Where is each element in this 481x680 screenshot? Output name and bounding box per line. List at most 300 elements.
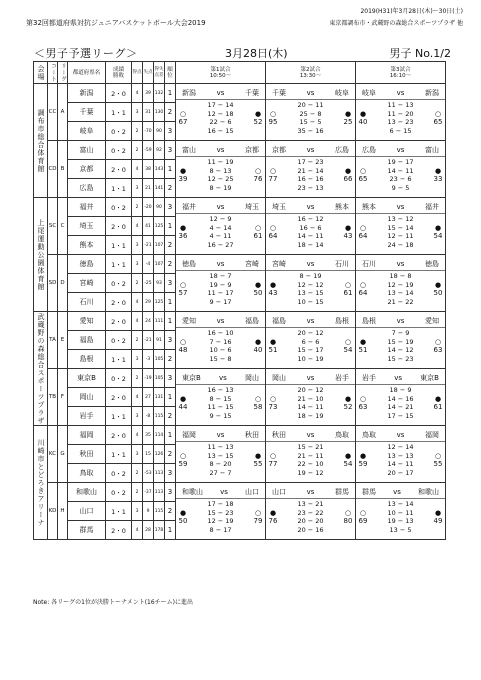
vs-label: vs bbox=[306, 89, 315, 97]
away-result-mark: ○ bbox=[254, 395, 262, 403]
quarter-score: 9 − 17 bbox=[209, 297, 232, 306]
game-cell bbox=[266, 426, 356, 483]
team-record: 2・0 bbox=[106, 217, 132, 236]
quarter-score: 20 − 17 bbox=[387, 468, 414, 477]
table-row bbox=[34, 255, 446, 274]
team-name: 島根 bbox=[68, 350, 106, 369]
quarter-score: 6 − 6 bbox=[301, 337, 320, 346]
quarter-score: 17 − 15 bbox=[387, 411, 414, 420]
team-points: 2 bbox=[132, 141, 143, 160]
away-score: 55 bbox=[433, 460, 443, 468]
quarter-score: 22 − 6 bbox=[209, 118, 232, 126]
matchup bbox=[266, 88, 355, 100]
team-points-against: 143 bbox=[154, 160, 165, 179]
vs-label: vs bbox=[306, 431, 315, 439]
away-team: 徳島 bbox=[424, 260, 439, 268]
quarter-score: 9 − 5 bbox=[391, 183, 410, 192]
team-rank: 3 bbox=[165, 369, 176, 388]
quarter-score: 12 − 9 bbox=[209, 215, 232, 223]
quarter-score: 11 − 20 bbox=[387, 109, 414, 118]
team-name: 福島 bbox=[68, 331, 106, 350]
col-wl: 成績 勝敗 bbox=[106, 62, 132, 84]
quarter-score: 19 − 17 bbox=[387, 158, 414, 166]
venue-cell: 調布市総合体育館 bbox=[34, 84, 48, 198]
team-name: 京都 bbox=[68, 160, 106, 179]
game-cell bbox=[176, 426, 266, 483]
court-cell: KD bbox=[48, 483, 58, 540]
quarter-score: 18 − 8 bbox=[389, 272, 412, 280]
quarter-score: 12 − 11 bbox=[387, 232, 414, 240]
quarter-score: 12 − 19 bbox=[387, 280, 414, 289]
game-cell bbox=[266, 483, 356, 540]
away-result-mark: ○ bbox=[434, 110, 442, 118]
matchup bbox=[266, 145, 355, 157]
away-team: 群馬 bbox=[334, 488, 349, 496]
away-result-mark: ● bbox=[434, 281, 442, 289]
vs-label: vs bbox=[306, 203, 315, 211]
quarter-score: 11 − 13 bbox=[207, 443, 234, 451]
quarter-score: 18 − 9 bbox=[389, 386, 412, 394]
team-record: 2・0 bbox=[106, 521, 132, 540]
matchup bbox=[266, 202, 355, 214]
team-name: 富山 bbox=[68, 141, 106, 160]
col-goal-diff: 得失点差 bbox=[154, 62, 165, 84]
game-cell bbox=[266, 255, 356, 312]
court-cell: KC bbox=[48, 426, 58, 483]
vs-label: vs bbox=[216, 260, 225, 268]
quarter-score: 18 − 14 bbox=[297, 240, 324, 249]
quarter-score: 8 − 19 bbox=[209, 183, 232, 192]
away-team: 埼玉 bbox=[244, 203, 259, 211]
team-rank: 2 bbox=[165, 103, 176, 122]
team-rank: 2 bbox=[165, 445, 176, 464]
away-result-mark: ○ bbox=[434, 338, 442, 346]
vs-label: vs bbox=[396, 260, 405, 268]
away-result-mark: ○ bbox=[434, 452, 442, 460]
game-cell bbox=[176, 198, 266, 255]
away-result-mark: ○ bbox=[254, 509, 262, 517]
game-cell bbox=[356, 426, 446, 483]
team-points-against: 90 bbox=[154, 198, 165, 217]
court-cell: SD bbox=[48, 255, 58, 312]
table-row bbox=[34, 483, 446, 502]
quarter-score: 23 − 22 bbox=[297, 508, 324, 517]
col-game3: 第3試合 16:10〜 bbox=[356, 62, 446, 84]
game-cell bbox=[266, 369, 356, 426]
team-rank: 3 bbox=[165, 141, 176, 160]
home-team: 福岡 bbox=[182, 431, 196, 439]
league-cell: C bbox=[58, 198, 68, 255]
team-rank: 3 bbox=[165, 274, 176, 293]
team-points-for: -19 bbox=[143, 369, 154, 388]
team-points: 2 bbox=[132, 464, 143, 483]
team-points-against: 90 bbox=[154, 122, 165, 141]
vs-label: vs bbox=[306, 260, 315, 268]
team-name: 石川 bbox=[68, 293, 106, 312]
away-team: 鳥取 bbox=[334, 431, 349, 439]
section-title: ＜男子予選リーグ＞ bbox=[34, 47, 138, 60]
home-team: 秋田 bbox=[272, 431, 286, 439]
matchup bbox=[176, 88, 265, 100]
home-score: 36 bbox=[178, 232, 188, 240]
team-points-for: -37 bbox=[143, 483, 154, 502]
away-team: 愛知 bbox=[424, 317, 439, 325]
team-rank: 1 bbox=[165, 426, 176, 445]
game-cell bbox=[266, 312, 356, 369]
quarter-score: 14 − 11 bbox=[387, 166, 414, 175]
quarter-score: 14 − 21 bbox=[387, 403, 414, 411]
quarter-score: 25 − 8 bbox=[299, 109, 322, 118]
team-rank: 3 bbox=[165, 198, 176, 217]
team-name: 群馬 bbox=[68, 521, 106, 540]
team-rank: 2 bbox=[165, 236, 176, 255]
table-row bbox=[34, 312, 446, 331]
quarter-score: 24 − 18 bbox=[387, 240, 414, 249]
game-cell bbox=[356, 84, 446, 141]
table-row bbox=[34, 198, 446, 217]
away-team: 東京B bbox=[420, 374, 439, 382]
away-result-mark: ○ bbox=[344, 509, 352, 517]
quarter-score: 8 − 19 bbox=[299, 272, 322, 280]
quarter-score: 20 − 20 bbox=[297, 517, 324, 525]
away-score: 52 bbox=[253, 118, 263, 126]
quarter-score: 20 − 12 bbox=[297, 386, 324, 394]
league-cell: A bbox=[58, 84, 68, 141]
home-team: 東京B bbox=[182, 374, 201, 382]
quarter-score: 8 − 13 bbox=[209, 166, 232, 175]
game-cell bbox=[266, 198, 356, 255]
team-points-against: 105 bbox=[154, 350, 165, 369]
quarter-score: 15 − 5 bbox=[299, 118, 322, 126]
home-result-mark: ● bbox=[179, 224, 187, 232]
quarter-score: 4 − 14 bbox=[209, 223, 232, 232]
quarter-score: 16 − 15 bbox=[207, 126, 234, 135]
quarter-score: 20 − 11 bbox=[297, 101, 324, 109]
away-score: 54 bbox=[433, 232, 443, 240]
away-result-mark: ● bbox=[434, 395, 442, 403]
home-result-mark: ● bbox=[179, 167, 187, 175]
team-points-against: 111 bbox=[154, 312, 165, 331]
team-points-for: 39 bbox=[143, 84, 154, 103]
team-name: 宮崎 bbox=[68, 274, 106, 293]
away-score: 54 bbox=[343, 460, 353, 468]
matchup bbox=[176, 487, 265, 499]
home-score: 64 bbox=[358, 289, 368, 297]
home-result-mark: ○ bbox=[269, 395, 277, 403]
home-result-mark: ○ bbox=[269, 110, 277, 118]
tournament-venue: 東京都調布市・武蔵野の森総合スポーツプラザ 他 bbox=[329, 20, 463, 27]
game-cell bbox=[176, 255, 266, 312]
team-points: 3 bbox=[132, 236, 143, 255]
home-team: 新潟 bbox=[182, 89, 196, 97]
league-cell: G bbox=[58, 426, 68, 483]
team-record: 0・2 bbox=[106, 369, 132, 388]
quarter-score: 18 − 7 bbox=[209, 272, 232, 280]
quarter-score: 16 − 12 bbox=[297, 215, 324, 223]
away-score: 76 bbox=[253, 175, 263, 183]
team-points-against: 93 bbox=[154, 274, 165, 293]
quarter-score: 8 − 20 bbox=[209, 460, 232, 468]
away-result-mark: ● bbox=[434, 224, 442, 232]
league-cell: F bbox=[58, 369, 68, 426]
home-score: 43 bbox=[268, 289, 278, 297]
quarter-score: 6 − 15 bbox=[389, 126, 412, 135]
quarter-score: 23 − 13 bbox=[297, 183, 324, 192]
away-result-mark: ● bbox=[254, 338, 262, 346]
team-points: 4 bbox=[132, 160, 143, 179]
matchup bbox=[266, 373, 355, 385]
team-points-for: 28 bbox=[143, 521, 154, 540]
matchup bbox=[266, 259, 355, 271]
venue-cell: 川崎市とどろきアリーナ bbox=[34, 426, 48, 540]
home-team: 京都 bbox=[272, 146, 286, 154]
away-team: 広島 bbox=[334, 146, 349, 154]
game-cell bbox=[356, 312, 446, 369]
home-team: 山口 bbox=[272, 488, 286, 496]
home-team: 群馬 bbox=[362, 488, 376, 496]
team-record: 2・0 bbox=[106, 426, 132, 445]
away-team: 岐阜 bbox=[334, 89, 349, 97]
quarter-score: 10 − 6 bbox=[209, 346, 232, 354]
home-result-mark: ○ bbox=[179, 110, 187, 118]
away-team: 新潟 bbox=[424, 89, 439, 97]
quarter-score: 22 − 10 bbox=[297, 460, 324, 468]
team-points-for: -21 bbox=[143, 236, 154, 255]
quarter-score: 11 − 19 bbox=[207, 158, 234, 166]
team-points: 4 bbox=[132, 388, 143, 407]
home-score: 77 bbox=[268, 460, 278, 468]
team-points: 4 bbox=[132, 426, 143, 445]
matchup bbox=[356, 373, 445, 385]
home-team: 富山 bbox=[182, 146, 196, 154]
quarter-score: 21 − 22 bbox=[387, 297, 414, 306]
col-game1: 第1試合 10:50〜 bbox=[176, 62, 266, 84]
away-team: 宮崎 bbox=[244, 260, 259, 268]
matchup bbox=[356, 487, 445, 499]
team-points: 4 bbox=[132, 293, 143, 312]
team-record: 1・1 bbox=[106, 445, 132, 464]
home-score: 50 bbox=[178, 517, 188, 525]
vs-label: vs bbox=[306, 146, 315, 154]
league-cell: B bbox=[58, 141, 68, 198]
team-rank: 2 bbox=[165, 255, 176, 274]
team-rank: 1 bbox=[165, 217, 176, 236]
team-points-against: 113 bbox=[154, 464, 165, 483]
home-team: 福島 bbox=[272, 317, 286, 325]
team-points-for: 41 bbox=[143, 217, 154, 236]
home-score: 59 bbox=[358, 460, 368, 468]
team-points-against: 91 bbox=[154, 331, 165, 350]
team-points-against: 131 bbox=[154, 388, 165, 407]
vs-label: vs bbox=[394, 374, 402, 382]
quarter-score: 20 − 12 bbox=[297, 329, 324, 337]
team-points: 4 bbox=[132, 84, 143, 103]
court-cell: TB bbox=[48, 369, 58, 426]
team-points-against: 107 bbox=[154, 236, 165, 255]
away-team: 福島 bbox=[244, 317, 259, 325]
away-score: 63 bbox=[433, 346, 443, 354]
team-points-against: 130 bbox=[154, 103, 165, 122]
home-score: 57 bbox=[178, 289, 188, 297]
away-score: 43 bbox=[343, 232, 353, 240]
vs-label: vs bbox=[216, 89, 225, 97]
quarter-score: 13 − 5 bbox=[389, 525, 412, 534]
away-score: 61 bbox=[343, 289, 353, 297]
away-result-mark: ● bbox=[434, 509, 442, 517]
home-team: 徳島 bbox=[182, 260, 196, 268]
team-points-against: 92 bbox=[154, 141, 165, 160]
matchup bbox=[176, 259, 265, 271]
game-cell bbox=[176, 369, 266, 426]
home-result-mark: ○ bbox=[359, 395, 367, 403]
team-name: 秋田 bbox=[68, 445, 106, 464]
quarter-score: 20 − 16 bbox=[297, 525, 324, 534]
venue-cell: 武蔵野の森総合スポーツプラザ bbox=[34, 312, 48, 426]
team-record: 1・1 bbox=[106, 407, 132, 426]
quarter-score: 19 − 9 bbox=[209, 280, 232, 289]
quarter-score: 21 − 10 bbox=[297, 394, 324, 403]
team-rank: 2 bbox=[165, 407, 176, 426]
away-score: 25 bbox=[343, 118, 353, 126]
team-points: 2 bbox=[132, 331, 143, 350]
vs-label: vs bbox=[396, 146, 405, 154]
matchup bbox=[356, 145, 445, 157]
quarter-score: 15 − 8 bbox=[209, 354, 232, 363]
team-points-for: 29 bbox=[143, 293, 154, 312]
team-record: 0・2 bbox=[106, 198, 132, 217]
team-points-for: 15 bbox=[143, 445, 154, 464]
home-result-mark: ○ bbox=[179, 281, 187, 289]
home-score: 64 bbox=[358, 232, 368, 240]
game-cell bbox=[356, 198, 446, 255]
venue-cell: 上尾運動公園体育館 bbox=[34, 198, 48, 312]
col-points-for: 得点 bbox=[132, 62, 143, 84]
team-name: 和歌山 bbox=[68, 483, 106, 502]
away-score: 66 bbox=[343, 175, 353, 183]
home-score: 76 bbox=[268, 517, 278, 525]
team-points-for: -53 bbox=[143, 464, 154, 483]
team-record: 1・1 bbox=[106, 103, 132, 122]
vs-label: vs bbox=[306, 317, 315, 325]
away-team: 福岡 bbox=[424, 431, 439, 439]
quarter-score: 12 − 25 bbox=[207, 175, 234, 183]
away-result-mark: ● bbox=[344, 167, 352, 175]
team-record: 1・1 bbox=[106, 236, 132, 255]
team-name: 鳥取 bbox=[68, 464, 106, 483]
team-name: 広島 bbox=[68, 179, 106, 198]
quarter-score: 15 − 19 bbox=[387, 337, 414, 346]
game-cell bbox=[356, 369, 446, 426]
quarter-score: 16 − 27 bbox=[207, 240, 234, 249]
quarter-score: 14 − 11 bbox=[387, 460, 414, 468]
vs-label: vs bbox=[396, 89, 405, 97]
col-rank: 順位 bbox=[165, 62, 176, 84]
league-cell: H bbox=[58, 483, 68, 540]
team-record: 0・2 bbox=[106, 464, 132, 483]
team-points-against: 105 bbox=[154, 369, 165, 388]
quarter-score: 16 − 16 bbox=[297, 175, 324, 183]
home-result-mark: ● bbox=[359, 338, 367, 346]
team-points-for: 21 bbox=[143, 179, 154, 198]
team-record: 0・2 bbox=[106, 141, 132, 160]
away-team: 岡山 bbox=[244, 374, 259, 382]
away-score: 40 bbox=[253, 346, 263, 354]
quarter-score: 13 − 12 bbox=[387, 215, 414, 223]
home-score: 64 bbox=[268, 232, 278, 240]
team-name: 岡山 bbox=[68, 388, 106, 407]
away-score: 61 bbox=[253, 232, 263, 240]
quarter-score: 12 − 19 bbox=[207, 517, 234, 525]
quarter-score: 14 − 12 bbox=[387, 346, 414, 354]
home-result-mark: ● bbox=[269, 509, 277, 517]
team-points: 2 bbox=[132, 274, 143, 293]
team-points-for: -59 bbox=[143, 141, 154, 160]
team-points-for: -25 bbox=[143, 274, 154, 293]
team-points-against: 132 bbox=[154, 84, 165, 103]
away-result-mark: ● bbox=[344, 110, 352, 118]
team-points: 2 bbox=[132, 198, 143, 217]
away-result-mark: ○ bbox=[254, 167, 262, 175]
team-points-for: 35 bbox=[143, 426, 154, 445]
court-cell: CC bbox=[48, 84, 58, 141]
team-rank: 2 bbox=[165, 502, 176, 521]
away-result-mark: ● bbox=[344, 224, 352, 232]
home-result-mark: ○ bbox=[269, 452, 277, 460]
team-record: 1・1 bbox=[106, 255, 132, 274]
game-cell bbox=[176, 141, 266, 198]
team-points: 3 bbox=[132, 179, 143, 198]
away-score: 50 bbox=[433, 289, 443, 297]
col-league: リーグ bbox=[58, 62, 68, 84]
quarter-score: 7 − 16 bbox=[209, 337, 232, 346]
home-result-mark: ● bbox=[269, 281, 277, 289]
team-points-for: -70 bbox=[143, 122, 154, 141]
home-result-mark: ○ bbox=[179, 452, 187, 460]
vs-label: vs bbox=[396, 317, 405, 325]
team-points: 3 bbox=[132, 502, 143, 521]
game-cell bbox=[356, 483, 446, 540]
quarter-score: 35 − 16 bbox=[297, 126, 324, 135]
quarter-score: 7 − 9 bbox=[391, 329, 410, 337]
team-points-for: 27 bbox=[143, 388, 154, 407]
home-team: 愛知 bbox=[182, 317, 196, 325]
team-points-against: 141 bbox=[154, 179, 165, 198]
matchup bbox=[266, 316, 355, 328]
team-rank: 1 bbox=[165, 160, 176, 179]
away-score: 33 bbox=[433, 175, 443, 183]
home-team: 岩手 bbox=[362, 374, 376, 382]
team-record: 0・2 bbox=[106, 331, 132, 350]
quarter-score: 12 − 14 bbox=[387, 443, 414, 451]
quarter-score: 17 − 23 bbox=[297, 158, 324, 166]
vs-label: vs bbox=[306, 374, 315, 382]
team-rank: 2 bbox=[165, 179, 176, 198]
away-team: 熊本 bbox=[334, 203, 349, 211]
away-score: 52 bbox=[343, 403, 353, 411]
home-score: 48 bbox=[178, 346, 188, 354]
home-score: 63 bbox=[358, 403, 368, 411]
quarter-score: 10 − 15 bbox=[297, 297, 324, 306]
vs-label: vs bbox=[216, 203, 225, 211]
home-score: 67 bbox=[178, 118, 188, 126]
matchup bbox=[356, 430, 445, 442]
team-rank: 3 bbox=[165, 122, 176, 141]
team-name: 福岡 bbox=[68, 426, 106, 445]
home-team: 広島 bbox=[362, 146, 376, 154]
home-result-mark: ○ bbox=[359, 167, 367, 175]
team-points-for: -3 bbox=[143, 350, 154, 369]
away-result-mark: ● bbox=[254, 281, 262, 289]
